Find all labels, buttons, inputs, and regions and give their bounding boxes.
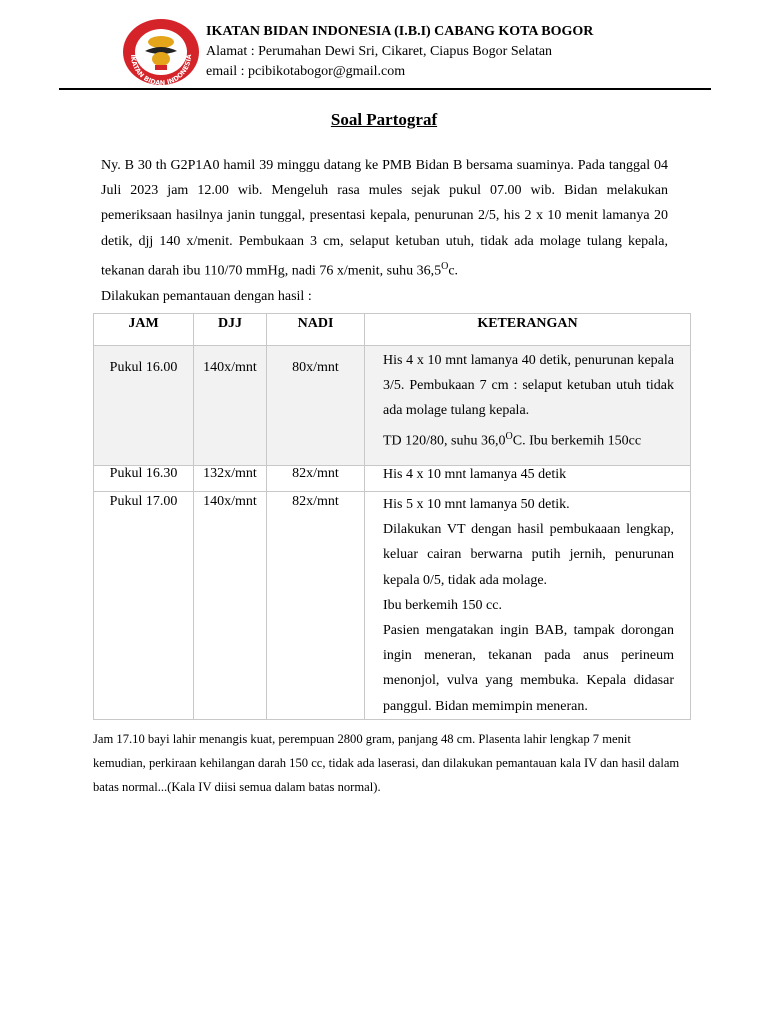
case-description (101, 153, 668, 309)
ket-line: Pasien mengatakan ingin BAB, tampak dorongan ingin meneran, tekanan pada anus perineum menonjol, vulva yang membuka. Kepala didasar panggul. Bidan memimpin meneran. (383, 623, 674, 714)
header-djj: DJJ (194, 314, 267, 346)
logo-emblem-body (152, 52, 170, 66)
cell-nadi: 82x/mnt (267, 492, 365, 720)
ket-line: His 4 x 10 mnt lamanya 40 detik, penurunan kepala 3/5. Pembukaan 7 cm : selaput ketuban utuh tidak ada molage tulang kepala. (383, 353, 674, 419)
ibi-logo (121, 17, 201, 87)
monitoring-table (93, 313, 691, 720)
ket-line (383, 424, 674, 454)
header-jam: JAM (94, 314, 194, 346)
temp-unit: c. (448, 263, 459, 279)
cell-keterangan (365, 346, 691, 466)
org-address: Alamat : Perumahan Dewi Sri, Cikaret, Ciapus Bogor Selatan (206, 44, 553, 59)
header-divider (59, 88, 711, 90)
ket-vitals: TD 120/80, suhu 36,0 (383, 433, 506, 449)
cell-djj: 140x/mnt (194, 492, 267, 720)
cell-djj: 132x/mnt (194, 466, 267, 492)
ket-line: His 5 x 10 mnt lamanya 50 detik. (383, 497, 570, 512)
table-row (94, 466, 691, 492)
ket-line: Dilakukan VT dengan hasil pembukaaan lengkap, keluar cairan berwarna putih jernih, penurunan kepala 0/5, tidak ada molage. (383, 522, 674, 588)
ibi-logo-icon (121, 17, 201, 87)
cell-keterangan: His 4 x 10 mnt lamanya 45 detik (365, 466, 691, 492)
ket-line: Ibu berkemih 150 cc. (383, 597, 502, 613)
table-row (94, 492, 691, 720)
cell-jam: Pukul 17.00 (94, 492, 194, 720)
logo-emblem-top (148, 36, 174, 48)
org-name: IKATAN BIDAN INDONESIA (I.B.I) CABANG KOTA BOGOR (206, 24, 594, 39)
case-text: Ny. B 30 th G2P1A0 hamil 39 minggu datang ke PMB Bidan B bersama suaminya. Pada tanggal 04 Juli 2023 jam 12.00 wib. Mengeluh rasa mules sejak pukul 07.00 wib. Bidan melakukan pemeriksaan hasilnya janin tunggal, presentasi kepala, penurunan 2/5, his 2 x 10 menit lamanya 20 detik, djj 140 x/menit. Pembukaan 3 cm, selaput ketuban utuh, tidak ada molage tulang kepala, tekanan darah ibu 110/70 mmHg, nadi 76 x/menit, suhu 36,5 (101, 158, 668, 279)
cell-keterangan (365, 492, 691, 720)
org-email: email : pcibikotabogor@gmail.com (206, 64, 406, 79)
table-header-row (94, 314, 691, 346)
delivery-outcome: Jam 17.10 bayi lahir menangis kuat, perempuan 2800 gram, panjang 48 cm. Plasenta lahir lengkap 7 menit kemudian, perkiraan kehilangan darah 150 cc, tidak ada laserasi, dan dilakukan pemantauan kala IV dan hasil dalam batas normal...(Kala IV diisi semua dalam batas normal). (93, 732, 680, 794)
logo-text: IKATAN BIDAN INDONESIA (128, 54, 194, 87)
header-keterangan: KETERANGAN (365, 314, 691, 346)
cell-nadi: 82x/mnt (267, 466, 365, 492)
cell-jam: Pukul 16.00 (94, 346, 194, 466)
header-nadi: NADI (267, 314, 365, 346)
cell-nadi: 80x/mnt (267, 346, 365, 466)
cell-jam: Pukul 16.30 (94, 466, 194, 492)
table-row (94, 346, 691, 466)
degree-sign: O (505, 430, 513, 442)
logo-emblem-base (155, 65, 167, 70)
cell-djj: 140x/mnt (194, 346, 267, 466)
document-title: Soal Partograf (330, 110, 438, 129)
ket-urine: C. Ibu berkemih 150cc (512, 433, 642, 449)
case-followup: Dilakukan pemantauan dengan hasil : (101, 288, 312, 304)
degree-sign: O (441, 260, 449, 272)
